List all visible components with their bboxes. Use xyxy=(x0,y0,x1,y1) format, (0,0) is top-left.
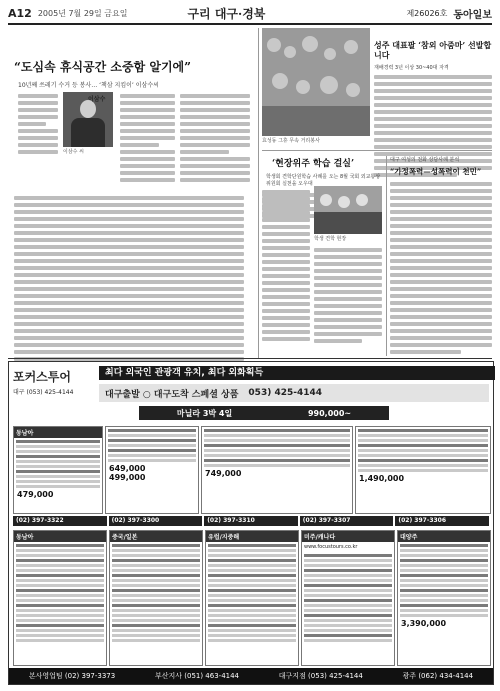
article-volunteer xyxy=(8,28,258,188)
ad-subbanner-text: 대구출발 ○ 대구도착 스페셜 상품 xyxy=(105,389,239,400)
ad-footer-item[interactable]: 대구지점 (053) 425-4144 xyxy=(278,672,363,680)
ad-footer-item[interactable]: 부산지사 (051) 463-4144 xyxy=(154,672,240,680)
byline: 이삼수 xyxy=(88,96,106,103)
ad-cell-head: 중국/일본 xyxy=(110,531,202,542)
students-photo-caption: 학생 견학 현장 xyxy=(314,236,347,242)
ad-cell-listing[interactable] xyxy=(13,530,107,666)
article-subhead: 재배경력 3년 이상 30~40대 자격 xyxy=(374,65,449,71)
ad-promo[interactable] xyxy=(139,406,389,420)
ad-price: 649,000 xyxy=(109,464,146,473)
ad-cell-head: 동남아 xyxy=(14,427,102,438)
ad-cell-promo-box[interactable] xyxy=(105,426,199,514)
ad-region-europe[interactable]: (02) 397-3310 xyxy=(204,516,298,526)
ad-website[interactable]: www.focustours.co.kr xyxy=(304,544,358,550)
article-headline[interactable]: “가정폭력—성폭력이 천민” xyxy=(390,167,482,176)
ad-promo-name: 마닐라 3박 4일 xyxy=(176,408,233,418)
students-photo xyxy=(314,186,382,234)
ad-region-southeast-asia[interactable]: (02) 397-3322 xyxy=(13,516,107,526)
page-number: A12 xyxy=(8,6,32,20)
ad-cell-listing[interactable] xyxy=(397,530,491,666)
ad-region-bar xyxy=(13,516,489,526)
ad-cell-head: 미주/캐나다 xyxy=(302,531,394,542)
crowd-photo xyxy=(262,28,370,136)
ad-region-china-japan[interactable]: (02) 397-3300 xyxy=(109,516,203,526)
ad-cell-feature[interactable] xyxy=(201,426,353,514)
ad-region-america[interactable]: (02) 397-3307 xyxy=(300,516,394,526)
ad-cell-listing[interactable] xyxy=(301,530,395,666)
ad-brand-block[interactable] xyxy=(13,368,93,418)
ad-top-banner: 최다 외국인 관광객 유치, 최다 외화획득 xyxy=(99,366,495,380)
section-title: 구리 대구·경북 xyxy=(187,6,266,21)
ad-cell-listing[interactable] xyxy=(205,530,299,666)
article-body xyxy=(262,190,310,344)
column-divider xyxy=(386,156,387,356)
column-divider xyxy=(258,28,259,358)
ad-cell-listing[interactable] xyxy=(109,530,203,666)
ad-brand-name: 포커스투어 xyxy=(13,370,71,384)
article-subhead: 대구 여성의 전화 상담사례 분석 xyxy=(390,157,460,163)
edition-number: 제26026호 xyxy=(406,8,448,18)
section-divider xyxy=(262,150,492,151)
crowd-photo-caption: 효성동 그휴 무속 거리봉사 xyxy=(262,138,320,144)
travel-advertisement xyxy=(8,361,494,685)
ad-header xyxy=(9,362,493,422)
newspaper-brand: 동아일보 xyxy=(453,9,492,21)
article-violence xyxy=(390,156,492,357)
ad-promo-price: 990,000~ xyxy=(307,408,352,418)
ad-cell-head: 대양주 xyxy=(398,531,490,542)
article-subhead: 10년째 쓰레기 수거 등 봉사… ‘책삼 지킴이’ 이삼수씨 xyxy=(18,82,159,89)
ad-price: 499,000 xyxy=(109,473,146,482)
ad-region-oceania[interactable]: (02) 397-3306 xyxy=(395,516,489,526)
ad-subbanner xyxy=(99,384,489,402)
article-subhead: 학생회 견학단원학습 사례를 오는 8월 국회 외교통상위원회 실천을 오우대 xyxy=(266,174,381,187)
ad-cell-head: 유럽/지중해 xyxy=(206,531,298,542)
ad-price: 3,390,000 xyxy=(401,619,447,628)
masthead-right xyxy=(406,6,492,21)
article-headline[interactable]: ‘현장위주 학습 걸실’ xyxy=(272,159,355,169)
ad-top-rule xyxy=(8,358,492,359)
ad-brand-phone: 대구 (053) 425-4144 xyxy=(13,389,74,396)
article-body-col1 xyxy=(18,94,58,157)
ad-cell-head: 동남아 xyxy=(14,531,106,542)
issue-date: 2005년 7월 29일 금요일 xyxy=(37,8,128,18)
article-body-col3 xyxy=(180,94,250,185)
ad-price: 479,000 xyxy=(17,490,54,499)
article-body xyxy=(314,248,382,346)
ad-price: 749,000 xyxy=(205,469,242,478)
article-headline[interactable]: “도심속 휴식공간 소중함 알기에” xyxy=(14,60,192,74)
article-headline[interactable]: 성주 대표팔 ‘참외 아줌마’ 선발합니다 xyxy=(374,40,492,60)
ad-footer-item[interactable]: 본사영업팀 (02) 397-3373 xyxy=(28,672,116,680)
masthead xyxy=(8,3,492,25)
article-body-col2 xyxy=(120,94,175,185)
ad-cell-europe-top[interactable] xyxy=(355,426,491,514)
portrait-caption: 이삼수 씨 xyxy=(63,149,84,155)
ad-footer-contacts xyxy=(9,668,493,684)
ad-cell-southeast-asia[interactable] xyxy=(13,426,103,514)
ad-top-phone[interactable]: 053) 425-4144 xyxy=(248,388,323,398)
ad-price: 1,490,000 xyxy=(359,474,405,483)
ad-footer-item[interactable]: 광주 (062) 434-4144 xyxy=(402,672,474,680)
